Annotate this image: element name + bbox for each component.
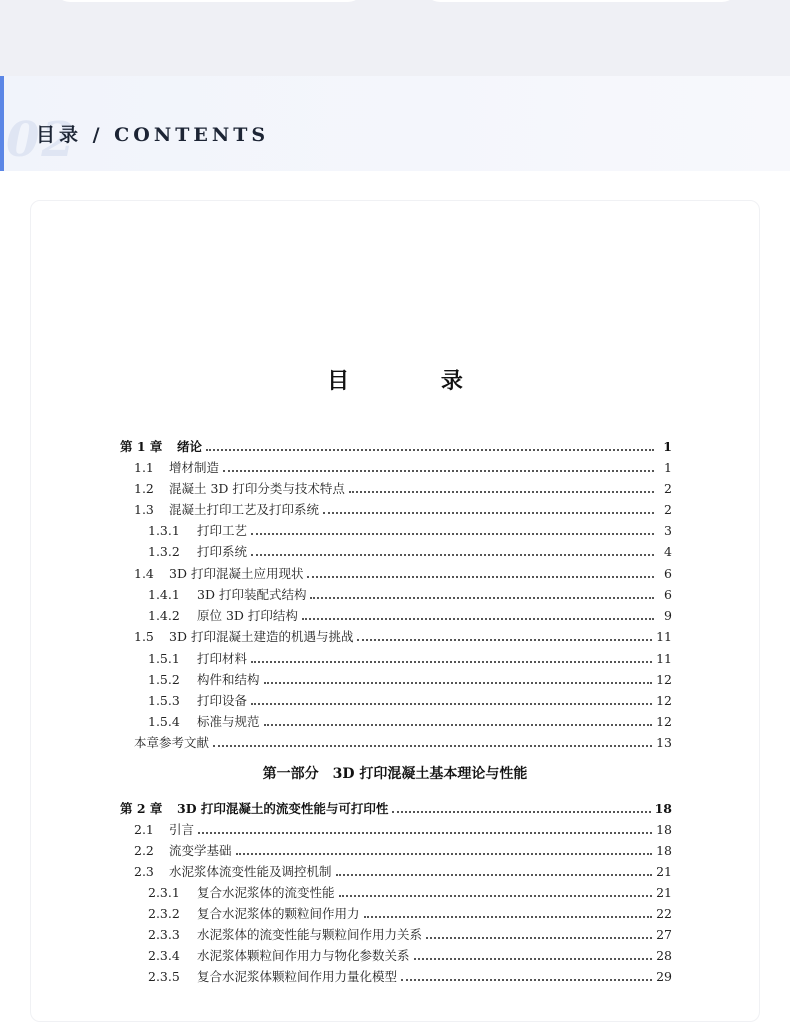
toc-entry-title: 本章参考文献 [134, 735, 210, 750]
toc-entry-number: 2.3.1 [148, 885, 180, 900]
toc-entry-number: 2.3 [134, 864, 154, 879]
toc-entry-page: 21 [656, 864, 672, 879]
toc-leader-dots [251, 649, 652, 663]
toc-entry[interactable] [148, 902, 672, 922]
toc-entry-number: 1.5 [134, 629, 154, 644]
toc-entry-page: 28 [656, 948, 672, 963]
toc-entry-title: 绪论 [177, 439, 203, 454]
toc-entry-number: 1.3.1 [148, 523, 180, 538]
top-band [0, 0, 790, 76]
toc-entry-title: 3D 打印混凝土建造的机遇与挑战 [169, 629, 354, 644]
toc-entry[interactable] [134, 477, 672, 497]
toc-entry-number: 1.5.3 [148, 693, 180, 708]
toc-entry-title: 水泥浆体的流变性能与颗粒间作用力关系 [197, 927, 423, 942]
toc-entry[interactable] [134, 860, 672, 880]
toc-leader-dots [206, 437, 654, 451]
toc-entry[interactable] [148, 583, 672, 603]
toc-entry-page: 11 [656, 651, 672, 666]
toc-entry-number: 1.2 [134, 481, 154, 496]
toc-entry[interactable] [148, 519, 672, 539]
toc-leader-dots [198, 820, 652, 834]
previous-card[interactable] [54, 0, 364, 2]
toc-entry-number: 1.4 [134, 566, 154, 581]
toc-leader-dots [223, 458, 654, 472]
previous-card[interactable] [424, 0, 738, 2]
toc-entry-title: 水泥浆体颗粒间作用力与物化参数关系 [197, 948, 410, 963]
toc-entry-number: 1.4.2 [148, 608, 180, 623]
toc-entry-title: 标准与规范 [197, 714, 260, 729]
toc-entry-page: 1 [663, 439, 672, 454]
toc-leader-dots [302, 606, 654, 620]
toc-entry[interactable] [134, 839, 672, 859]
toc-entry[interactable] [134, 562, 672, 582]
toc-entry-title: 流变学基础 [169, 843, 232, 858]
toc-leader-dots [264, 670, 653, 684]
toc-entry[interactable] [148, 710, 672, 730]
toc-entry-title: 引言 [169, 822, 195, 837]
toc-entry-title: 3D 打印装配式结构 [197, 587, 307, 602]
part-heading: 第一部分 3D 打印混凝土基本理论与性能 [262, 766, 528, 782]
toc-entry-title: 原位 3D 打印结构 [197, 608, 298, 623]
toc-leader-dots [392, 799, 650, 813]
toc-entry-page: 1 [664, 460, 672, 475]
section-number: 02 [6, 112, 77, 168]
toc-entry[interactable] [134, 498, 672, 518]
toc-leader-dots [213, 733, 652, 747]
toc-entry-page: 2 [664, 481, 672, 496]
toc-entry-title: 混凝土打印工艺及打印系统 [169, 502, 320, 517]
toc-entry-title: 打印设备 [197, 693, 248, 708]
toc-entry[interactable] [120, 435, 672, 455]
toc-entry[interactable] [120, 797, 672, 817]
toc-entry-title: 水泥浆体流变性能及调控机制 [169, 864, 332, 879]
toc-entry-title: 复合水泥浆体的颗粒间作用力 [197, 906, 360, 921]
toc-entry-page: 21 [656, 885, 672, 900]
toc-entry[interactable] [134, 731, 672, 751]
toc-entry-number: 1.5.1 [148, 651, 180, 666]
toc-entry-number: 1.3 [134, 502, 154, 517]
toc-leader-dots [364, 904, 653, 918]
toc-entry[interactable] [148, 604, 672, 624]
toc-entry-number: 1.1 [134, 460, 154, 475]
toc-entry-page: 18 [656, 822, 672, 837]
toc-entry-title: 构件和结构 [197, 672, 260, 687]
toc-entry-page: 12 [656, 693, 672, 708]
toc-entry-page: 3 [664, 523, 672, 538]
toc-entry-title: 3D 打印混凝土的流变性能与可打印性 [177, 801, 389, 816]
toc-entry-number: 2.1 [134, 822, 154, 837]
toc-entry[interactable] [148, 647, 672, 667]
toc-leader-dots [414, 946, 653, 960]
toc-entry-page: 29 [656, 969, 672, 984]
toc-leader-dots [339, 883, 653, 897]
toc-leader-dots [251, 521, 654, 535]
toc-entry-number: 1.5.4 [148, 714, 180, 729]
toc-entry-number: 2.3.3 [148, 927, 180, 942]
toc-entry[interactable] [148, 944, 672, 964]
toc-entry-page: 6 [664, 587, 672, 602]
toc-entry-page: 27 [656, 927, 672, 942]
section-header [0, 76, 790, 171]
toc-entry-number: 1.3.2 [148, 544, 180, 559]
toc-entry-page: 22 [656, 906, 672, 921]
toc-entry-page: 11 [656, 629, 672, 644]
toc-entry[interactable] [148, 881, 672, 901]
toc-entry-number: 2.3.5 [148, 969, 180, 984]
toc-entry-title: 打印工艺 [197, 523, 248, 538]
toc-entry-number: 2.3.4 [148, 948, 180, 963]
toc-leader-dots [310, 585, 654, 599]
toc-entry-title: 3D 打印混凝土应用现状 [169, 566, 304, 581]
toc-entry-number: 2.3.2 [148, 906, 180, 921]
toc-entry-title: 增材制造 [169, 460, 220, 475]
toc-entry-number: 第 2 章 [120, 801, 163, 816]
toc-entry[interactable] [148, 540, 672, 560]
toc-entry[interactable] [148, 689, 672, 709]
toc-leader-dots [401, 967, 652, 981]
toc-entry-page: 18 [656, 843, 672, 858]
toc-leader-dots [264, 712, 653, 726]
toc-entry-page: 18 [654, 801, 672, 816]
toc-leader-dots [307, 564, 654, 578]
toc-leader-dots [357, 627, 652, 641]
toc-entry-number: 2.2 [134, 843, 154, 858]
toc-entry[interactable] [134, 818, 672, 838]
section-title: 目录 / CONTENTS [36, 124, 270, 146]
toc-entry[interactable] [134, 456, 672, 476]
toc-leader-dots [426, 925, 652, 939]
toc-entry-title: 打印系统 [197, 544, 248, 559]
toc-entry-title: 复合水泥浆体颗粒间作用力量化模型 [197, 969, 398, 984]
toc-entry-title: 打印材料 [197, 651, 248, 666]
toc-entry-number: 1.4.1 [148, 587, 180, 602]
toc-entry[interactable] [134, 625, 672, 645]
toc-entry-page: 12 [656, 672, 672, 687]
document-title: 目 录 [327, 368, 505, 394]
accent-bar [0, 76, 4, 171]
toc-entry-number: 1.5.2 [148, 672, 180, 687]
toc-leader-dots [336, 862, 653, 876]
toc-entry[interactable] [148, 923, 672, 943]
toc-entry-page: 13 [656, 735, 672, 750]
toc-leader-dots [251, 542, 654, 556]
toc-entry-page: 9 [664, 608, 672, 623]
toc-entry[interactable] [148, 965, 672, 985]
toc-entry-page: 6 [664, 566, 672, 581]
toc-leader-dots [349, 479, 654, 493]
toc-entry-page: 4 [664, 544, 672, 559]
toc-leader-dots [251, 691, 652, 705]
toc-leader-dots [323, 500, 654, 514]
toc-leader-dots [236, 841, 653, 855]
toc-entry[interactable] [148, 668, 672, 688]
toc-entry-page: 12 [656, 714, 672, 729]
toc-entry-page: 2 [664, 502, 672, 517]
toc-entry-title: 复合水泥浆体的流变性能 [197, 885, 335, 900]
toc-entry-number: 第 1 章 [120, 439, 163, 454]
toc-entry-title: 混凝土 3D 打印分类与技术特点 [169, 481, 345, 496]
